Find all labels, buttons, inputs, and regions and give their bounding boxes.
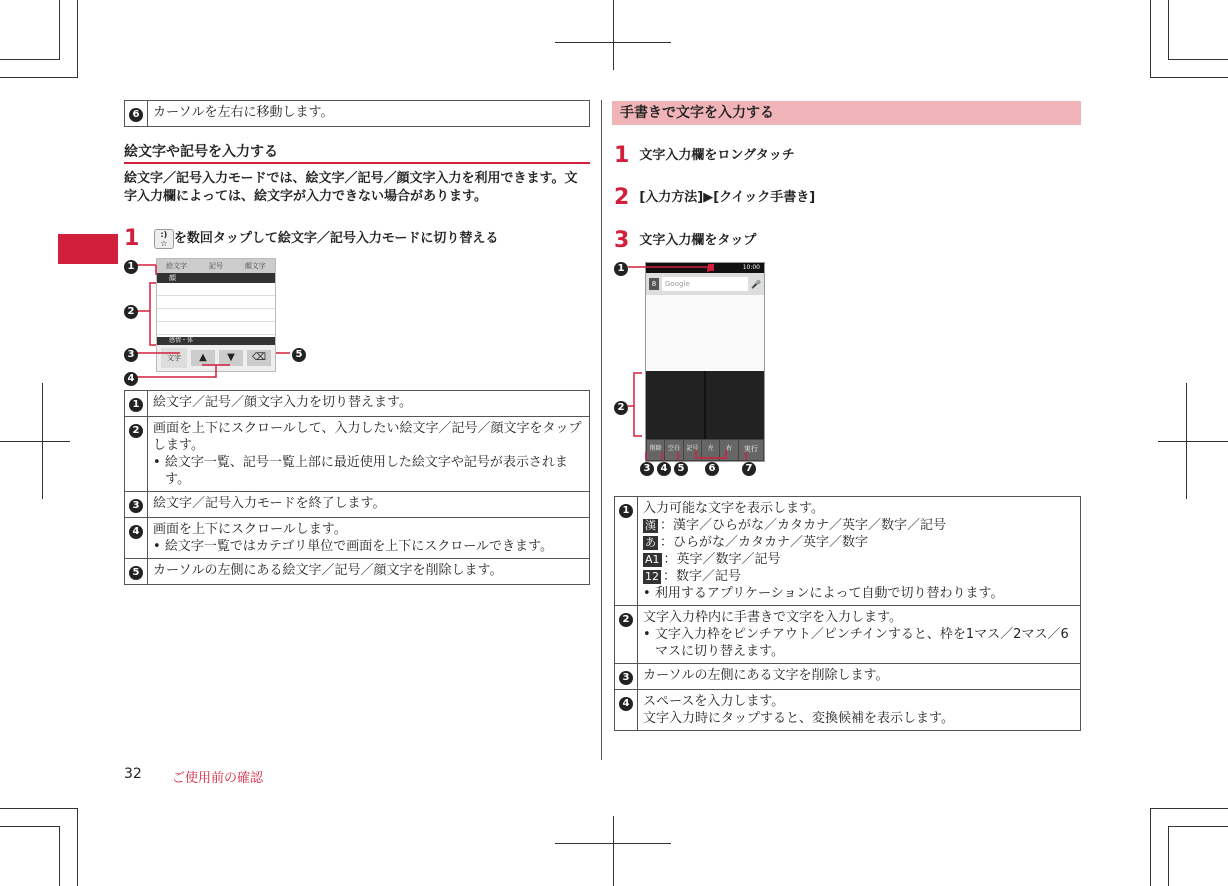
chapter-label: ご使用前の確認 [172, 771, 264, 786]
scroll-down-icon[interactable]: ▼ [219, 350, 243, 366]
kanji-mode-icon: 漢 [645, 519, 656, 532]
mode-key[interactable]: 文字 [161, 348, 187, 368]
callout-2: 2 [124, 305, 138, 319]
step-r3: 3 文字入力欄をタップ [614, 228, 757, 253]
table-row: 3 絵文字／記号入力モードを終了します。 [125, 492, 590, 518]
table-row: 2 文字入力枠内に手書きで文字を入力します。 • 文字入力枠をピンチアウト／ピンチインすると、枠を1マス／2マス／6マスに切り替えます。 [615, 606, 1081, 664]
callout-1: 1 [124, 260, 138, 274]
step-1: 1 :) ☆ を数回タップして絵文字／記号入力モードに切り替える [124, 226, 499, 251]
callout-r4: 4 [657, 462, 671, 476]
tab-emoji[interactable]: 絵文字 [166, 262, 188, 270]
mic-icon[interactable]: 🎤 [751, 279, 761, 289]
alpha-mode-icon: A1 [645, 553, 660, 566]
left-desc-table [124, 390, 590, 585]
step-r1: 1 文字入力欄をロングタッチ [614, 143, 795, 168]
tab-kaomoji[interactable]: 顔文字 [244, 262, 266, 270]
symbol-key-icon: :) ☆ [154, 229, 174, 249]
callout-r5: 5 [674, 462, 688, 476]
section-title-handwriting: 手書きで文字を入力する [612, 101, 1081, 125]
table-row: 3 カーソルの左側にある文字を削除します。 [615, 664, 1081, 690]
number-mode-icon: 12 [645, 570, 659, 583]
hiragana-mode-icon: あ [645, 536, 656, 549]
callout-r6: 6 [705, 462, 719, 476]
callout-4: 4 [124, 372, 138, 386]
status-time: 10:00 [742, 264, 760, 271]
table-row: 1 入力可能な文字を表示します。 漢 ：漢字／ひらがな／カタカナ／英字／数字／記号 あ ：ひらがな／カタカナ／英字／数字 A1 ：英字／数字／記号 12 ：数字／記号 • 利用するアプリケーションによって自動で切り替わります。 [615, 497, 1081, 606]
category-header: 顔 [157, 273, 275, 283]
search-input[interactable]: Google [662, 277, 748, 291]
page-number: 32 [124, 766, 142, 782]
step-r2: 2 [入力方法]▶[クイック手書き] [614, 185, 816, 210]
symbol-key[interactable]: 記号 [684, 440, 701, 460]
column-divider [601, 100, 602, 760]
cursor-left-key[interactable]: 左 [702, 440, 719, 460]
enter-key[interactable]: 実行 [739, 440, 763, 460]
left-callout-lines [120, 255, 320, 385]
table-row: 4 画面を上下にスクロールします。 • 絵文字一覧ではカテゴリ単位で画面を上下にスクロールできます。 [125, 518, 590, 559]
right-callout-lines [612, 258, 782, 473]
table-row: 2 画面を上下にスクロールして、入力したい絵文字／記号／顔文字をタップします。 • 絵文字一覧、記号一覧上部に最近使用した絵文字や記号が表示されます。 [125, 417, 590, 492]
top-table [124, 100, 590, 127]
cursor-right-key[interactable]: 右 [720, 440, 737, 460]
scroll-up-icon[interactable]: ▲ [191, 350, 215, 366]
category-footer: 感情・体 [157, 337, 275, 345]
chapter-tab [58, 234, 118, 264]
backspace-icon[interactable]: ⌫ [247, 350, 271, 366]
section-title-emoji: 絵文字や記号を入力する [124, 144, 278, 160]
callout-r7: 7 [742, 462, 756, 476]
delete-key[interactable]: 削除 [647, 440, 664, 460]
callout-r2: 2 [614, 401, 628, 415]
table-row: 5 カーソルの左側にある絵文字／記号／顔文字を削除します。 [125, 559, 590, 585]
callout-r1: 1 [614, 262, 628, 276]
callout-3: 3 [124, 348, 138, 362]
callout-5: 5 [292, 348, 306, 362]
table-row [125, 101, 590, 127]
table-cell: カーソルを左右に移動します。 [148, 101, 590, 127]
callout-r3: 3 [640, 462, 654, 476]
tab-symbol[interactable]: 記号 [208, 262, 223, 270]
table-row: 4 スペースを入力します。 文字入力時にタップすると、変換候補を表示します。 [615, 690, 1081, 731]
table-row: 1 絵文字／記号／顔文字入力を切り替えます。 [125, 391, 590, 417]
right-desc-table [614, 496, 1081, 731]
intro-text: 絵文字／記号入力モードでは、絵文字／記号／顔文字入力を利用できます。文字入力欄によっては、絵文字が入力できない場合があります。 [124, 171, 578, 204]
space-key[interactable]: 空白 [665, 440, 682, 460]
section-rule [124, 162, 590, 164]
callout-number: 6 [129, 108, 143, 122]
google-icon: 8 [649, 278, 659, 290]
